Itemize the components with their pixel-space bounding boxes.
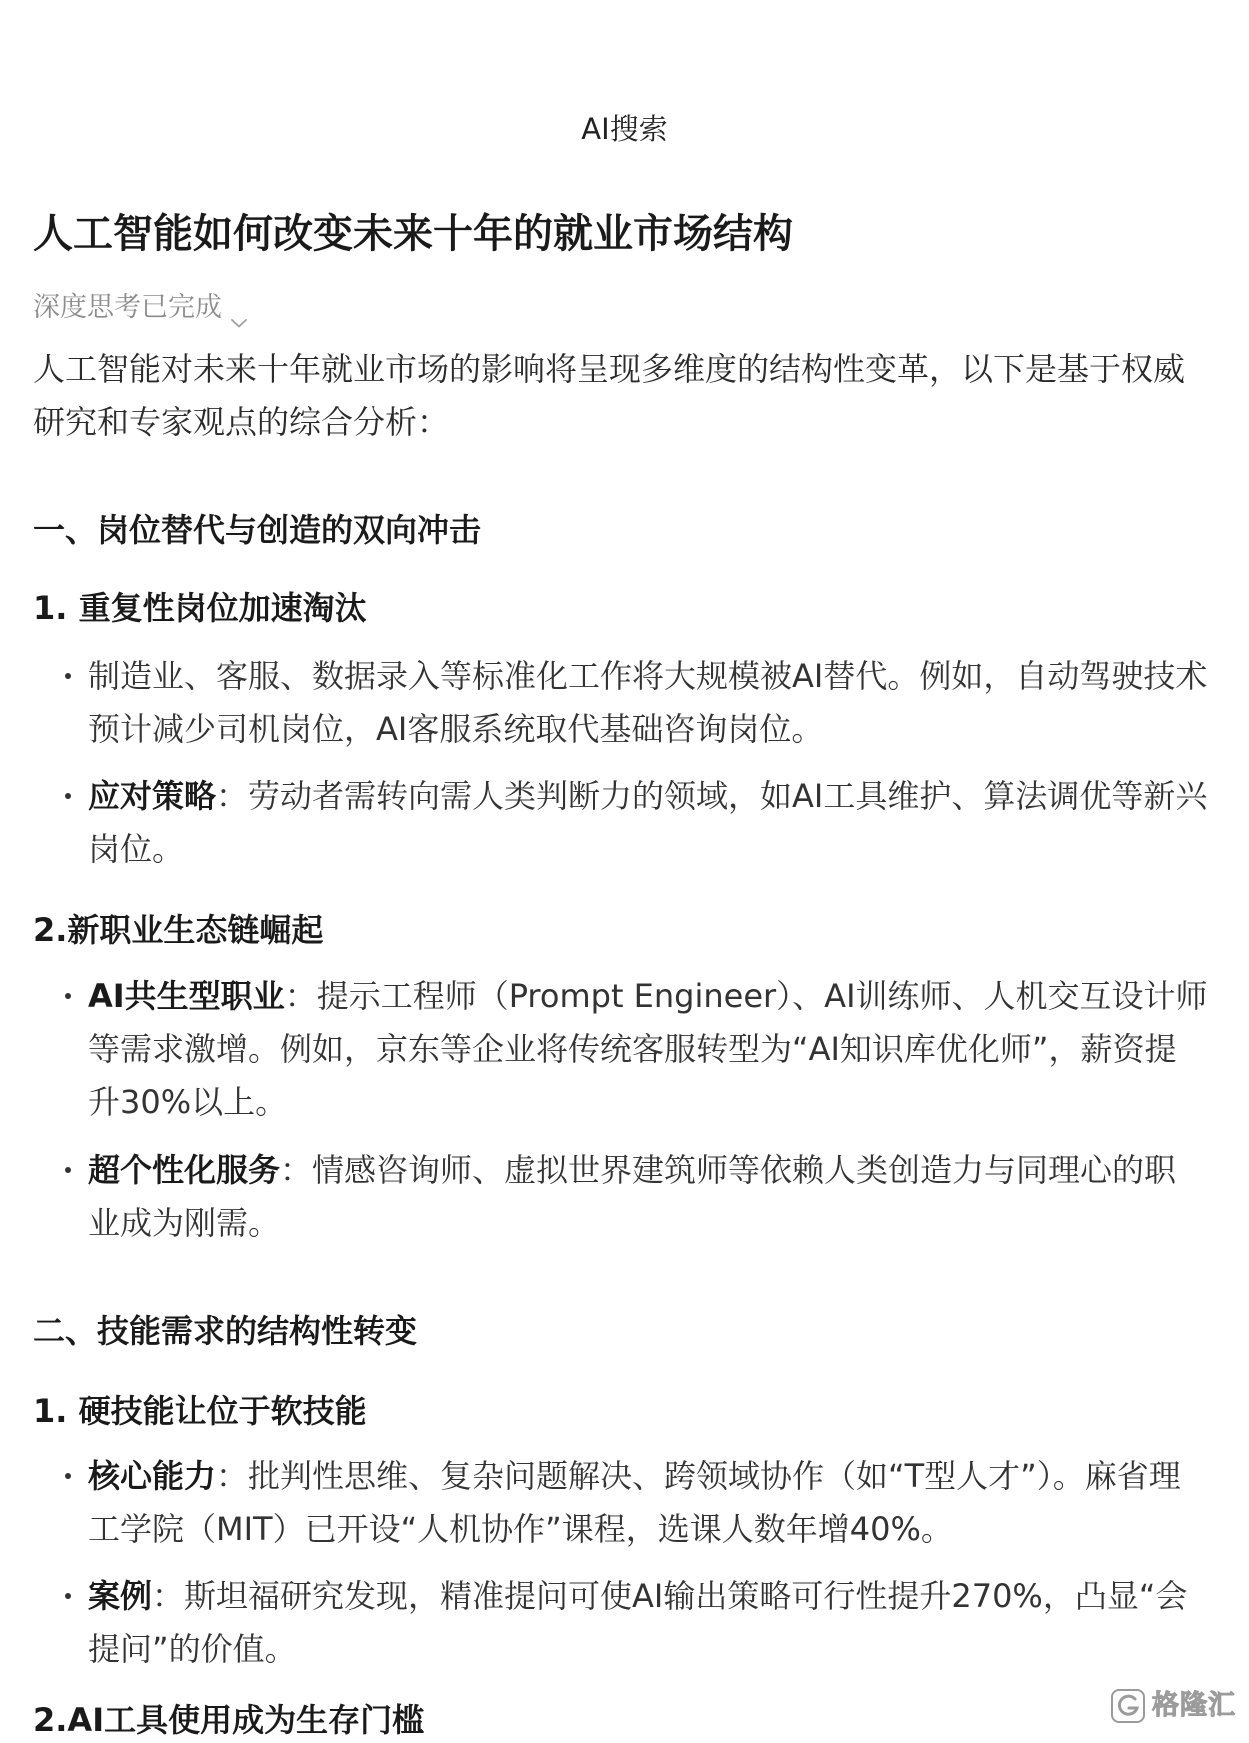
thinking-status-label: 深度思考已完成 [33,292,222,323]
list-item-text: 制造业、客服、数据录入等标准化工作将大规模被AI替代。例如，自动驾驶技术预计减少司机岗位，AI客服系统取代基础咨询岗位。 [88,657,1208,748]
chevron-down-icon [230,303,248,315]
bullet-dot [65,993,71,999]
bullet-dot [65,673,71,679]
list-item [88,1144,1208,1250]
list-item-text: ：批判性思维、复杂问题解决、跨领域协作（如“T型人才”）。麻省理工学院（MIT）已开设“人机协作”课程，选课人数年增40%。 [88,1457,1181,1548]
list-item-text: ：情感咨询师、虚拟世界建筑师等依赖人类创造力与同理心的职业成为刚需。 [88,1151,1177,1242]
list-item-text: ：斯坦福研究发现，精准提问可使AI输出策略可行性提升270%，凸显“会提问”的价值。 [88,1577,1188,1668]
watermark [1110,1688,1236,1724]
list-item-text: ：提示工程师（Prompt Engineer）、AI训练师、人机交互设计师等需求激增。例如，京东等企业将传统客服转型为“AI知识库优化师”，薪资提升30%以上。 [88,977,1208,1121]
list-item-label: 核心能力 [88,1457,217,1495]
list-item-label: 应对策略 [88,777,217,815]
subsection-heading: 1. 重复性岗位加速淘汰 [33,589,367,627]
list-item-label: 案例 [88,1577,153,1615]
list-item [88,1450,1208,1556]
section-heading: 二、技能需求的结构性转变 [33,1312,418,1350]
list-item [88,970,1208,1129]
g-logo-icon [1110,1688,1148,1724]
bullet-dot [65,1473,71,1479]
list-item [88,650,1208,756]
list-item-label: 超个性化服务 [88,1151,281,1189]
watermark-text: 格隆汇 [1152,1690,1236,1721]
thinking-status-toggle[interactable] [33,290,248,326]
bullet-dot [65,1167,71,1173]
list-item-text: ：劳动者需转向需人类判断力的领域，如AI工具维护、算法调优等新兴岗位。 [88,777,1208,868]
subsection-heading: 2.新职业生态链崛起 [33,911,324,949]
header-title: AI搜索 [581,112,668,146]
subsection-heading: 1. 硬技能让位于软技能 [33,1392,367,1430]
section-heading: 一、岗位替代与创造的双向冲击 [33,511,482,549]
list-item-label: AI共生型职业 [88,977,285,1015]
answer-intro: 人工智能对未来十年就业市场的影响将呈现多维度的结构性变革，以下是基于权威研究和专家观点的综合分析： [33,350,1186,441]
bullet-dot [65,1593,71,1599]
bullet-dot [65,793,71,799]
list-item [88,1570,1208,1676]
subsection-heading: 2.AI工具使用成为生存门槛 [33,1701,425,1739]
list-item [88,770,1208,876]
question-title: 人工智能如何改变未来十年的就业市场结构 [33,211,793,257]
